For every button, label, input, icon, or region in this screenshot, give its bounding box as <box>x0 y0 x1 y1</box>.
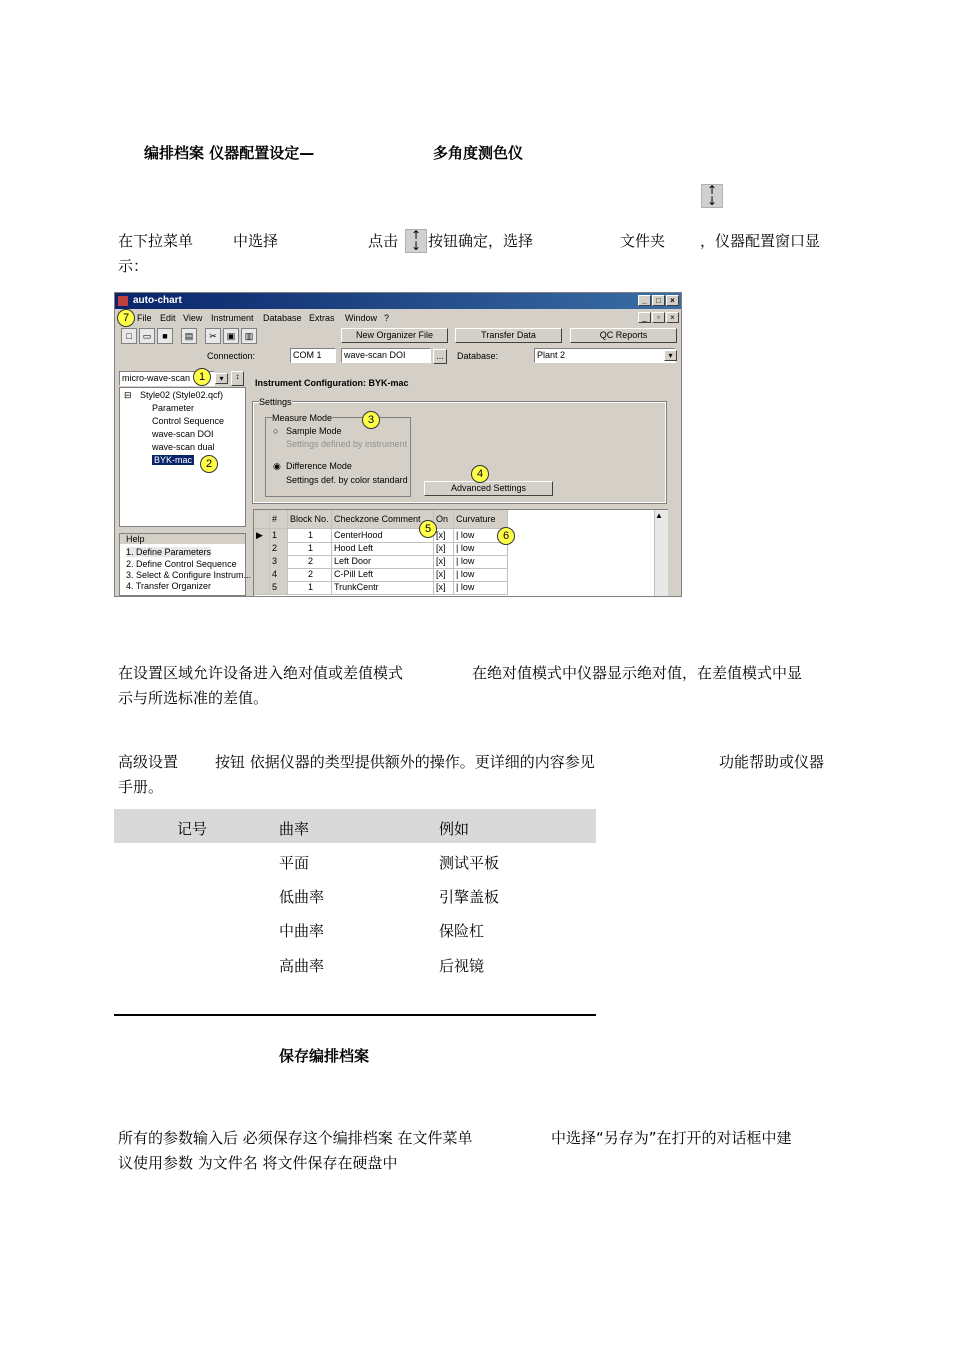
grid-cell[interactable]: | low <box>454 542 508 555</box>
grid-row-header <box>254 542 270 555</box>
grid-header-comment[interactable]: Checkzone Comment <box>332 510 434 528</box>
heading-left: 编排档案 仪器配置设定— <box>144 144 315 162</box>
table-header-example: 例如 <box>439 820 470 838</box>
difference-mode-radio-icon[interactable]: ◉ <box>273 461 281 471</box>
p4-line1a: 所有的参数输入后 必须保存这个编排档案 在文件菜单 <box>118 1129 473 1147</box>
grid-cell[interactable]: [x] <box>434 568 454 581</box>
child-minimize-icon[interactable]: _ <box>638 312 651 323</box>
tree-expand-icon[interactable]: ⊟ <box>124 390 132 400</box>
table-row[interactable] <box>254 542 508 556</box>
table-header-symbol: 记号 <box>177 820 208 838</box>
grid-cell[interactable]: [x] <box>434 555 454 568</box>
paste-icon[interactable]: ▥ <box>241 328 257 344</box>
p1-part-g: 示： <box>118 257 149 275</box>
grid-corner <box>254 510 270 528</box>
tree-item-wave-scan-dual[interactable]: wave-scan dual <box>152 442 215 452</box>
chevron-down-icon[interactable]: ▾ <box>664 350 677 361</box>
grid-cell[interactable]: Left Door <box>332 555 434 568</box>
up-down-arrow-icon: ↑ ↓ <box>701 184 723 208</box>
heading-right: 多角度测色仪 <box>433 144 524 162</box>
connection-port-field[interactable]: COM 1 <box>290 348 336 363</box>
table-cell: 平面 <box>279 854 310 872</box>
new-file-icon[interactable]: □ <box>121 328 137 344</box>
grid-cell[interactable]: [x] <box>434 581 454 594</box>
marker-5: 5 <box>419 520 437 538</box>
child-restore-icon[interactable]: ▫ <box>652 312 665 323</box>
grid-header-row <box>254 510 508 529</box>
grid-cell[interactable]: 2 <box>288 555 332 568</box>
difference-mode-label: Difference Mode <box>286 461 352 471</box>
grid-cell[interactable]: 1 <box>288 529 332 542</box>
table-header-curvature: 曲率 <box>279 820 310 838</box>
grid-cell[interactable]: C-Pill Left <box>332 568 434 581</box>
menu-instrument[interactable]: Instrument <box>211 313 254 323</box>
p2-line2: 示与所选标准的差值。 <box>118 689 269 707</box>
settings-label: Settings <box>259 397 292 407</box>
menu-view[interactable]: View <box>183 313 203 323</box>
help-item-4[interactable]: 4. Transfer Organizer <box>126 581 212 591</box>
tree-item-wave-scan-doi[interactable]: wave-scan DOI <box>152 429 214 439</box>
config-title: Instrument Configuration: BYK-mac <box>255 378 409 388</box>
help-item-2[interactable]: 2. Define Control Sequence <box>126 559 237 569</box>
instrument-dropdown[interactable]: micro-wave-scan <box>119 371 215 386</box>
marker-6: 6 <box>497 527 515 545</box>
sample-mode-label: Sample Mode <box>286 426 342 436</box>
grid-cell[interactable]: | low <box>454 555 508 568</box>
p1-part-b: 中选择 <box>233 232 279 250</box>
grid-cell: 3 <box>270 555 288 568</box>
table-row[interactable] <box>254 529 508 543</box>
table-row[interactable] <box>254 581 508 595</box>
table-row[interactable] <box>254 568 508 582</box>
maximize-icon[interactable]: □ <box>652 295 665 306</box>
table-cell: 保险杠 <box>439 922 485 940</box>
checkzone-grid <box>253 509 668 597</box>
help-item-1[interactable]: 1. Define Parameters <box>126 547 212 557</box>
row-pointer-icon: ▶ <box>254 529 270 542</box>
grid-row-header <box>254 581 270 594</box>
copy-icon[interactable]: ▣ <box>223 328 239 344</box>
window-title: auto-chart <box>133 295 182 306</box>
help-item-3[interactable]: 3. Select & Configure Instrum... <box>126 570 252 580</box>
table-cell: 中曲率 <box>279 922 325 940</box>
marker-2: 2 <box>200 455 218 473</box>
sample-mode-radio-icon[interactable]: ○ <box>273 426 279 436</box>
transfer-data-button[interactable]: Transfer Data <box>455 328 562 343</box>
open-folder-icon[interactable]: ▭ <box>139 328 155 344</box>
p3-line1b: 按钮 依据仪器的类型提供额外的操作。更详细的内容参见 <box>215 753 595 771</box>
grid-header-block[interactable]: Block No. <box>288 510 332 528</box>
new-organizer-button[interactable]: New Organizer File <box>341 328 448 343</box>
help-title: Help <box>120 534 245 544</box>
menu-help[interactable]: ? <box>384 313 390 323</box>
close-icon[interactable]: × <box>666 295 679 306</box>
organizer-tree <box>119 387 246 527</box>
grid-scrollbar[interactable] <box>654 510 668 597</box>
p1-part-a: 在下拉菜单 <box>118 232 194 250</box>
connection-browse-button[interactable]: ... <box>433 349 447 364</box>
grid-cell: 4 <box>270 568 288 581</box>
grid-cell: 1 <box>270 529 288 542</box>
menu-edit[interactable]: Edit <box>160 313 176 323</box>
qc-reports-button[interactable]: QC Reports <box>570 328 677 343</box>
grid-cell[interactable]: TrunkCentr <box>332 581 434 594</box>
grid-row-header <box>254 568 270 581</box>
p1-part-d: 按钮确定，选择 <box>428 232 534 250</box>
print-icon[interactable]: ▤ <box>181 328 197 344</box>
database-label: Database: <box>457 351 499 361</box>
help-panel <box>119 533 252 596</box>
table-cell: 后视镜 <box>439 957 485 975</box>
difference-mode-sub: Settings def. by color standard <box>286 475 408 485</box>
grid-cell[interactable]: CenterHood <box>332 529 434 542</box>
confirm-arrow-icon: ↑ ↓ <box>405 229 427 253</box>
p3-line1a: 高级设置 <box>118 753 179 771</box>
tree-item-control-sequence[interactable]: Control Sequence <box>152 416 225 426</box>
p4-line1b: 中选择“另存为”在打开的对话框中建 <box>551 1129 792 1147</box>
table-cell: 测试平板 <box>439 854 500 872</box>
p1-part-f: ，仪器配置窗口显 <box>700 232 821 250</box>
app-icon <box>118 296 128 306</box>
marker-4: 4 <box>471 465 489 483</box>
auto-chart-screenshot <box>114 292 682 597</box>
menu-database[interactable]: Database <box>263 313 302 323</box>
grid-cell: 5 <box>270 581 288 594</box>
table-cell: 引擎盖板 <box>439 888 500 906</box>
grid-header-curvature[interactable]: Curvature <box>454 510 508 528</box>
p3-line1c: 功能帮助或仪器 <box>719 753 825 771</box>
save-icon[interactable]: ■ <box>157 328 173 344</box>
p2-line1a: 在设置区域允许设备进入绝对值或差值模式 <box>118 664 404 682</box>
scroll-up-icon[interactable]: ▲ <box>655 511 663 520</box>
grid-header-on[interactable]: On <box>434 510 454 528</box>
grid-cell[interactable]: Hood Left <box>332 542 434 555</box>
advanced-settings-button[interactable]: Advanced Settings <box>424 481 553 496</box>
menu-extras[interactable]: Extras <box>309 313 335 323</box>
save-heading: 保存编排档案 <box>279 1047 370 1065</box>
grid-cell[interactable]: [x] <box>434 542 454 555</box>
menu-file[interactable]: File <box>137 313 152 323</box>
dropdown-chevron-icon[interactable]: ▾ <box>215 373 228 384</box>
marker-3: 3 <box>362 411 380 429</box>
table-cell: 低曲率 <box>279 888 325 906</box>
grid-cell[interactable]: | low <box>454 568 508 581</box>
confirm-arrow-button-icon[interactable]: ↕ <box>231 371 244 386</box>
database-select[interactable]: Plant 2 <box>534 348 676 363</box>
p3-line2: 手册。 <box>118 778 164 796</box>
sample-mode-sub: Settings defined by instrument <box>286 439 408 449</box>
grid-cell[interactable]: 1 <box>288 581 332 594</box>
menu-window[interactable]: Window <box>345 313 378 323</box>
grid-header-index[interactable]: # <box>270 510 288 528</box>
table-bottom-rule <box>114 1014 596 1016</box>
grid-cell[interactable]: | low <box>454 529 508 542</box>
grid-cell[interactable]: [x] <box>434 529 454 542</box>
table-cell: 高曲率 <box>279 957 325 975</box>
grid-cell[interactable]: | low <box>454 581 508 594</box>
marker-7: 7 <box>117 309 135 327</box>
tree-root[interactable]: Style02 (Style02.qcf) <box>140 390 224 400</box>
title-bar <box>115 293 681 309</box>
grid-cell: 2 <box>270 542 288 555</box>
tree-item-parameter[interactable]: Parameter <box>152 403 195 413</box>
connection-label: Connection: <box>207 351 256 361</box>
grid-row-header <box>254 555 270 568</box>
table-row[interactable] <box>254 555 508 569</box>
grid-cell[interactable]: 2 <box>288 568 332 581</box>
child-close-icon[interactable]: × <box>666 312 679 323</box>
p4-line2: 议使用参数 为文件名 将文件保存在硬盘中 <box>118 1154 398 1172</box>
minimize-icon[interactable]: _ <box>638 295 651 306</box>
p2-line1b: 在绝对值模式中仪器显示绝对值，在差值模式中显 <box>472 664 803 682</box>
marker-1: 1 <box>193 368 211 386</box>
p1-part-e: 文件夹 <box>620 232 666 250</box>
measure-mode-label: Measure Mode <box>272 413 333 423</box>
cut-icon[interactable]: ✂ <box>205 328 221 344</box>
connection-device-field[interactable]: wave-scan DOI <box>341 348 431 363</box>
tree-item-byk-mac[interactable]: BYK-mac <box>154 455 193 465</box>
p1-part-c: 点击 <box>368 232 399 250</box>
grid-cell[interactable]: 1 <box>288 542 332 555</box>
